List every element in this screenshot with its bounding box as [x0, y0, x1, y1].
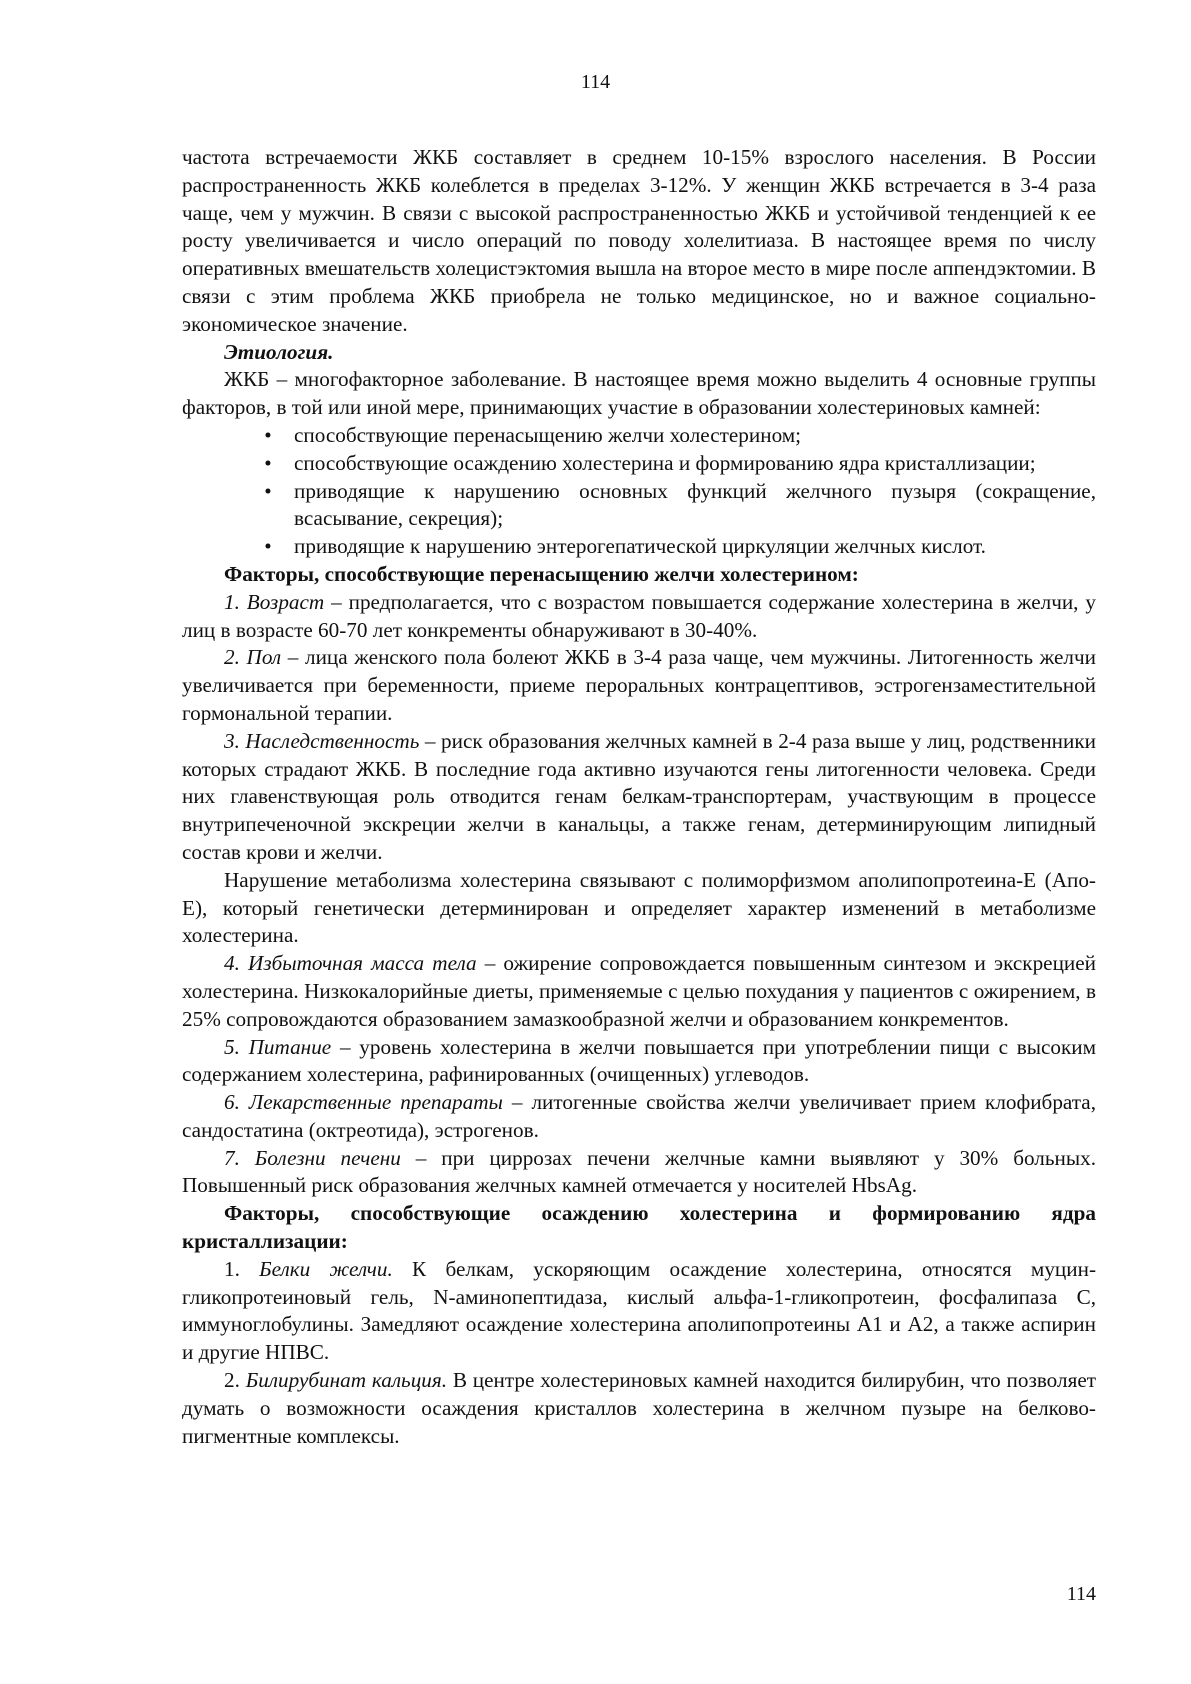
factor-text: – предполагается, что с возрастом повышается содержание холестерина в желчи, у лиц в возрасте 60-70 лет конкременты обнаруживают в 30-40%.	[182, 589, 1096, 642]
factor-term: 3. Наследственность	[224, 728, 420, 753]
list-item	[264, 422, 1096, 450]
factor-paragraph	[182, 1145, 1096, 1201]
section-heading-precipitation: Факторы, способствующие осаждению холестерина и формированию ядра кристаллизации:	[182, 1201, 1096, 1254]
factor-paragraph	[182, 589, 1096, 645]
list-item	[264, 533, 1096, 561]
factor-paragraph	[182, 1367, 1096, 1450]
factor-term: Белки желчи.	[259, 1256, 393, 1281]
etiology-factor-list	[182, 422, 1096, 561]
factor-term: 5. Питание	[224, 1034, 332, 1059]
factor-text: – при циррозах печени желчные камни выявляют у 30% больных. Повышенный риск образования желчных камней отмечается у носителей HbsAg.	[182, 1145, 1096, 1198]
etiology-paragraph: ЖКБ – многофакторное заболевание. В настоящее время можно выделить 4 основные группы факторов, в той или иной мере, принимающих участие в образовании холестериновых камней:	[182, 367, 1096, 420]
page-number-top: 114	[580, 71, 611, 93]
bullet-icon: •	[264, 534, 272, 559]
factor-paragraph	[182, 867, 1096, 950]
intro-paragraph: частота встречаемости ЖКБ составляет в среднем 10-15% взрослого населения. В России распространенность ЖКБ колеблется в пределах 3-12%. У женщин ЖКБ встречается в 3-4 раза чаще, чем у мужчин. В связи с высокой распространенностью ЖКБ и устойчивой тенденцией к ее росту увеличивается и число операций по поводу холелитиаза. В настоящее время по числу оперативных вмешательств холецистэктомия вышла на второе место в мире после аппендэктомии. В связи с этим проблема ЖКБ приобрела не только медицинское, но и важное социально-экономическое значение.	[182, 145, 1096, 336]
list-item-text: способствующие перенасыщению желчи холестерином;	[294, 422, 802, 447]
factor-text: Нарушение метаболизма холестерина связывают с полиморфизмом аполипопротеина-Е (Апо-Е), который генетически детерминирован и определяет характер изменений в метаболизме холестерина.	[182, 867, 1096, 948]
factor-paragraph	[182, 1089, 1096, 1145]
factor-text: – ожирение сопровождается повышенным синтезом и экскрецией холестерина. Низкокалорийные диеты, применяемые с целью похудания у пациентов с ожирением, в 25% сопровождаются образованием замазкообразной желчи и образованием конкрементов.	[182, 951, 1096, 1031]
factor-term: 6. Лекарственные препараты	[224, 1090, 503, 1115]
factor-number: 2.	[224, 1368, 246, 1393]
factor-term: 4. Избыточная масса тела	[224, 951, 477, 976]
factor-number: 1.	[224, 1256, 260, 1281]
bullet-icon: •	[264, 422, 272, 447]
factor-paragraph	[182, 950, 1096, 1033]
list-item-text: приводящие к нарушению энтерогепатической циркуляции желчных кислот.	[294, 534, 986, 559]
list-item-text: способствующие осаждению холестерина и формированию ядра кристаллизации;	[294, 450, 1036, 475]
page-body	[182, 144, 1096, 1450]
factor-term: 7. Болезни печени	[224, 1145, 401, 1170]
factor-term: Билирубинат кальция.	[245, 1368, 448, 1393]
list-item	[264, 450, 1096, 478]
factor-text: К белкам, ускоряющим осаждение холестерина, относятся муцин-гликопротеиновый гель, N-аминопептидаза, кислый альфа-1-гликопротеин, фосфалипаза С, иммуноглобулины. Замедляют осаждение холестерина аполипопротеины А1 и А2, а также аспирин и другие НПВС.	[182, 1256, 1096, 1365]
page-number-bottom: 114	[1066, 1583, 1096, 1605]
factor-text: – лица женского пола болеют ЖКБ в 3-4 раза чаще, чем мужчины. Литогенность желчи увеличивается при беременности, приеме пероральных контрацептивов, эстрогензаместительной гормональной терапии.	[182, 645, 1096, 725]
factor-text: – литогенные свойства желчи увеличивает прием клофибрата, сандостатина (октреотида), эстрогенов.	[182, 1090, 1096, 1142]
factor-paragraph	[182, 1256, 1096, 1367]
factor-paragraph	[182, 728, 1096, 867]
factor-paragraph	[182, 1034, 1096, 1090]
factor-text: – риск образования желчных камней в 2-4 раза выше у лиц, родственники которых страдают ЖКБ. В последние года активно изучаются гены литогенности человека. Среди них главенствующая роль отводится генам белкам-транспортерам, участвующим в процессе внутрипеченочной экскреции желчи в канальцы, а также генам, детерминирующим липидный состав крови и желчи.	[182, 728, 1096, 864]
factor-text: – уровень холестерина в желчи повышается при употреблении пищи с высоким содержанием холестерина, рафинированных (очищенных) углеводов.	[182, 1034, 1096, 1087]
list-item	[264, 478, 1096, 534]
bullet-icon: •	[264, 478, 272, 503]
factor-text: В центре холестериновых камней находится билирубин, что позволяет думать о возможности осаждения кристаллов холестерина в желчном пузыре на белково-пигментные комплексы.	[182, 1368, 1096, 1448]
factor-term: 2. Пол	[224, 645, 282, 670]
factor-term: 1. Возраст	[224, 589, 325, 614]
section-heading-supersaturation: Факторы, способствующие перенасыщению желчи холестерином:	[224, 561, 859, 586]
factor-paragraph	[182, 644, 1096, 727]
bullet-icon: •	[264, 450, 272, 475]
etiology-heading: Этиология.	[224, 339, 334, 364]
list-item-text: приводящие к нарушению основных функций желчного пузыря (сокращение, всасывание, секреция);	[294, 478, 1096, 531]
